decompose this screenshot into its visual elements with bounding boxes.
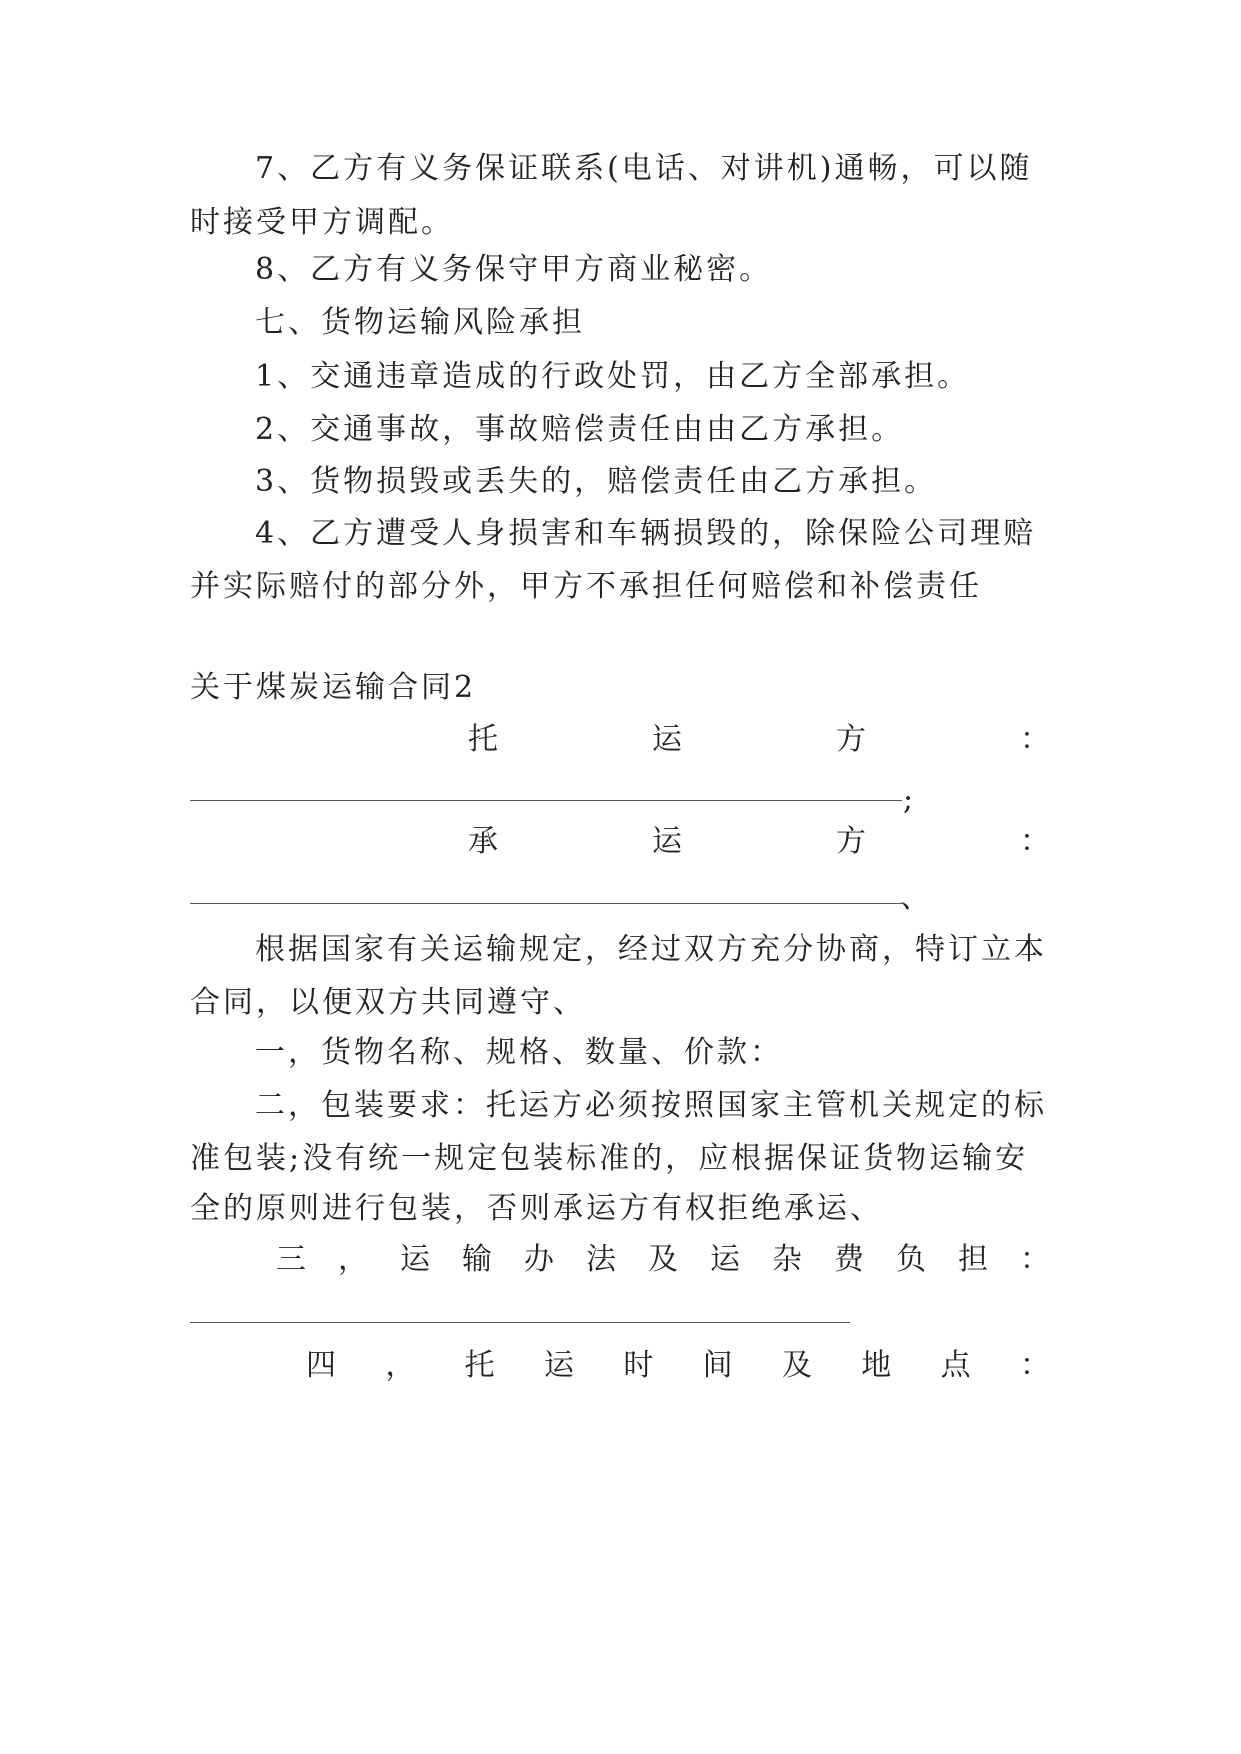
intro-line-1: 根据国家有关运输规定，经过双方充分协商，特订立本	[255, 932, 1047, 967]
clause-4-char: 间	[702, 1348, 733, 1383]
risk-item-4-line-2: 并实际赔付的部分外，甲方不承担任何赔偿和补偿责任	[190, 569, 982, 604]
clause-2-line-2: 准包装;没有统一规定包装标准的，应根据保证货物运输安	[190, 1141, 1029, 1176]
paragraph-7-line-1: 7、乙方有义务保证联系(电话、对讲机)通畅，可以随	[255, 151, 1033, 186]
clause-2-line-1: 二，包装要求：托运方必须按照国家主管机关规定的标	[255, 1088, 1047, 1123]
clause-4-char: 地	[861, 1348, 892, 1383]
carrier-line-end: 、	[900, 880, 930, 915]
risk-item-1: 1、交通违章造成的行政处罚，由乙方全部承担。	[255, 359, 971, 394]
shipper-label	[468, 720, 1050, 760]
clause-3-char: 办	[524, 1242, 554, 1277]
risk-item-3: 3、货物损毁或丢失的，赔偿责任由乙方承担。	[255, 464, 938, 499]
carrier-label	[468, 822, 1050, 862]
clause-4-char: 四	[306, 1348, 336, 1383]
carrier-char: ：	[1020, 824, 1050, 859]
clause-3-char: ，	[338, 1242, 368, 1277]
clause-4-char: 及	[781, 1348, 812, 1383]
shipper-char: 方	[836, 722, 866, 757]
carrier-char: 承	[468, 824, 498, 859]
clause-3-char: 法	[586, 1242, 616, 1277]
clause-3-char: 杂	[772, 1242, 802, 1277]
intro-line-2: 合同，以便双方共同遵守、	[190, 985, 586, 1020]
contract-2-title: 关于煤炭运输合同2	[190, 670, 477, 705]
clause-4-char: ：	[1019, 1348, 1050, 1383]
clause-4-heading	[306, 1346, 1050, 1386]
clause-3-char: ：	[1020, 1242, 1050, 1277]
clause-3-char: 运	[710, 1242, 740, 1277]
clause-3-char: 担	[958, 1242, 988, 1277]
clause-3-heading	[276, 1240, 1050, 1280]
clause-3-char: 三	[276, 1242, 306, 1277]
carrier-char: 方	[836, 824, 866, 859]
clause-3-char: 负	[896, 1242, 926, 1277]
shipper-blank-line	[190, 800, 902, 801]
clause-4-char: 运	[543, 1348, 574, 1383]
clause-4-char: 时	[623, 1348, 654, 1383]
clause-4-char: ，	[385, 1348, 416, 1383]
shipper-char: ：	[1020, 722, 1050, 757]
risk-item-4-line-1: 4、乙方遭受人身损害和车辆损毁的，除保险公司理赔	[255, 516, 1037, 551]
clause-3-char: 运	[400, 1242, 430, 1277]
clause-2-line-3: 全的原则进行包装，否则承运方有权拒绝承运、	[190, 1191, 883, 1226]
clause-3-char: 费	[834, 1242, 864, 1277]
clause-4-char: 点	[940, 1348, 971, 1383]
clause-1: 一，货物名称、规格、数量、价款：	[255, 1035, 783, 1070]
shipper-line-end: ;	[903, 782, 914, 817]
section-7-heading: 七、货物运输风险承担	[255, 305, 585, 340]
paragraph-8: 8、乙方有义务保守甲方商业秘密。	[255, 252, 773, 287]
clause-3-char: 及	[648, 1242, 678, 1277]
clause-3-char: 输	[462, 1242, 492, 1277]
paragraph-7-line-2: 时接受甲方调配。	[190, 205, 454, 240]
risk-item-2: 2、交通事故，事故赔偿责任由由乙方承担。	[255, 412, 905, 447]
shipper-char: 托	[468, 722, 498, 757]
carrier-char: 运	[652, 824, 682, 859]
clause-3-blank-line	[190, 1322, 850, 1323]
shipper-char: 运	[652, 722, 682, 757]
carrier-blank-line	[190, 903, 902, 904]
clause-4-char: 托	[464, 1348, 495, 1383]
